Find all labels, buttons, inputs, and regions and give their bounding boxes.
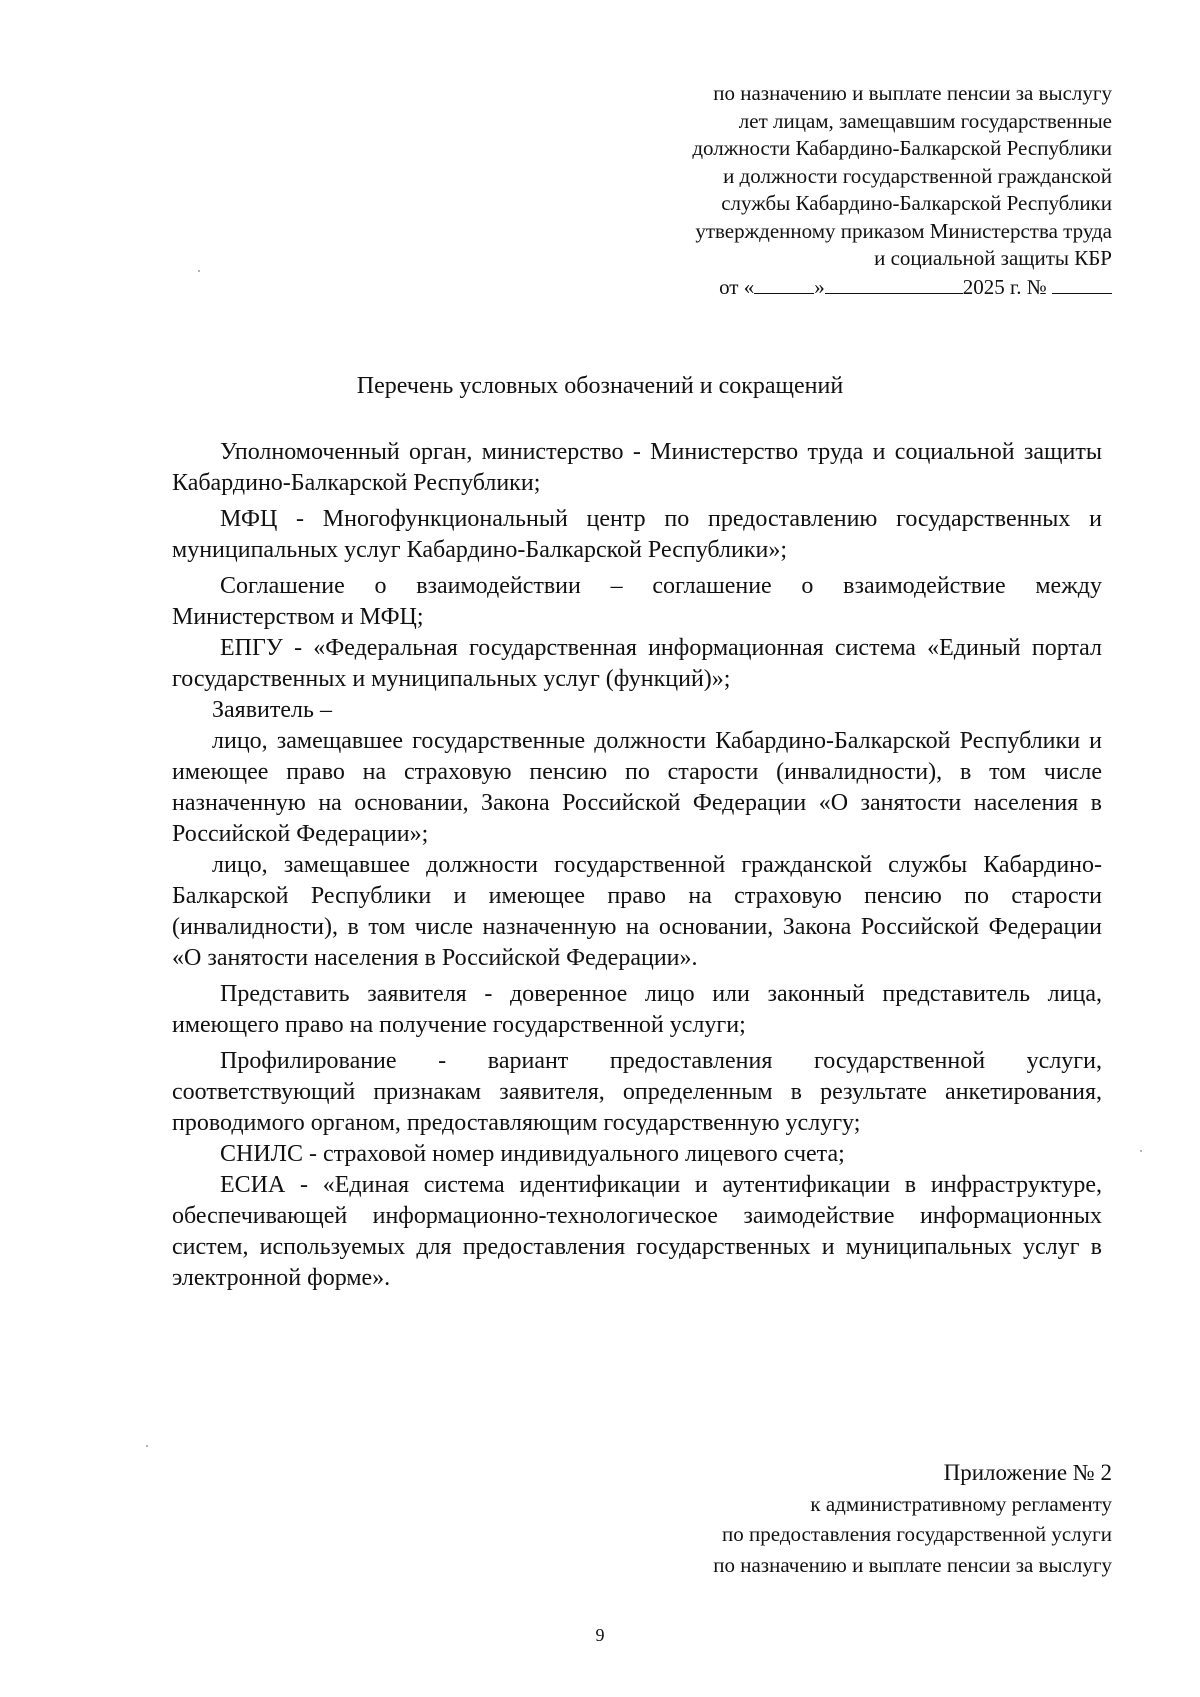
definition-paragraph: лицо, замещавшее государственные должности Кабардино-Балкарской Республики и имеющее право на страховую пенсию по старости (инвалидности), в том числе назначенную на основании, Закона Российской Федерации «О занятости населения в Российской Федерации»; bbox=[172, 728, 1102, 847]
header-line: по назначению и выплате пенсии за выслугу bbox=[713, 81, 1112, 105]
appendix-line: к административному регламенту bbox=[810, 1491, 1112, 1516]
day-blank bbox=[754, 273, 814, 294]
definition-paragraph: МФЦ - Многофункциональный центр по предоставлению государственных и муниципальных услуг Кабардино-Балкарской Республики»; bbox=[172, 506, 1102, 563]
header-approval-block bbox=[572, 80, 1112, 301]
header-date-line bbox=[572, 273, 1112, 302]
definition-paragraph: Соглашение о взаимодействии – соглашение о взаимодействие между Министерством и МФЦ; bbox=[172, 573, 1102, 630]
header-line: лет лицам, замещавшим государственные bbox=[738, 108, 1112, 133]
appendix-line: по предоставления государственной услуги bbox=[722, 1522, 1112, 1546]
definition-paragraph: ЕСИА - «Единая система идентификации и аутентификации в инфраструктуре, обеспечивающей информационно-технологическое заимодействие информационных систем, используемых для предоставления государственных и муниципальных услуг в электронной форме». bbox=[172, 1172, 1102, 1291]
section-title: Перечень условных обозначений и сокращений bbox=[356, 373, 844, 399]
definition-paragraph: Профилирование - вариант предоставления государственной услуги, соответствующий признакам заявителя, определенным в результате анкетирования, проводимого органом, предоставляющим государственную услугу; bbox=[172, 1048, 1102, 1136]
page-number: 9 bbox=[595, 1625, 605, 1645]
header-line: и должности государственной гражданской bbox=[723, 163, 1112, 188]
abbreviations-list bbox=[172, 437, 1102, 1294]
appendix-line: Приложение № 2 bbox=[943, 1460, 1112, 1485]
header-line: и социальной защиты КБР bbox=[874, 246, 1112, 270]
number-blank bbox=[1052, 273, 1112, 294]
date-year: 2025 г. № bbox=[962, 274, 1047, 299]
appendix-heading-block bbox=[552, 1458, 1112, 1580]
definition-paragraph: лицо, замещавшее должности государственной гражданской службы Кабардино-Балкарской Республики и имеющее право на страховую пенсию по старости (инвалидности), в том числе назначенную на основании, Закона Российской Федерации «О занятости населения в Российской Федерации». bbox=[172, 852, 1102, 971]
header-line: утвержденному приказом Министерства труда bbox=[695, 218, 1112, 243]
scan-speck bbox=[146, 1445, 148, 1447]
definition-paragraph: СНИЛС - страховой номер индивидуального лицевого счета; bbox=[220, 1141, 845, 1167]
appendix-line: по назначению и выплате пенсии за выслугу bbox=[713, 1552, 1112, 1577]
definition-paragraph: Уполномоченный орган, министерство - Министерство труда и социальной защиты Кабардино-Балкарской Республики; bbox=[172, 439, 1102, 496]
scan-speck bbox=[1140, 1150, 1142, 1152]
header-line: службы Кабардино-Балкарской Республики bbox=[721, 191, 1112, 215]
date-prefix: от « bbox=[719, 274, 755, 299]
definition-paragraph: ЕПГУ - «Федеральная государственная информационная система «Единый портал государственных и муниципальных услуг (функций)»; bbox=[172, 635, 1102, 692]
definition-paragraph: Представить заявителя - доверенное лицо или законный представитель лица, имеющего право на получение государственной услуги; bbox=[172, 981, 1102, 1038]
date-mid: » bbox=[814, 274, 825, 299]
header-line: должности Кабардино-Балкарской Республики bbox=[692, 136, 1112, 160]
scan-speck bbox=[198, 270, 200, 272]
definition-paragraph: Заявитель – bbox=[212, 697, 332, 723]
month-blank bbox=[825, 273, 963, 294]
